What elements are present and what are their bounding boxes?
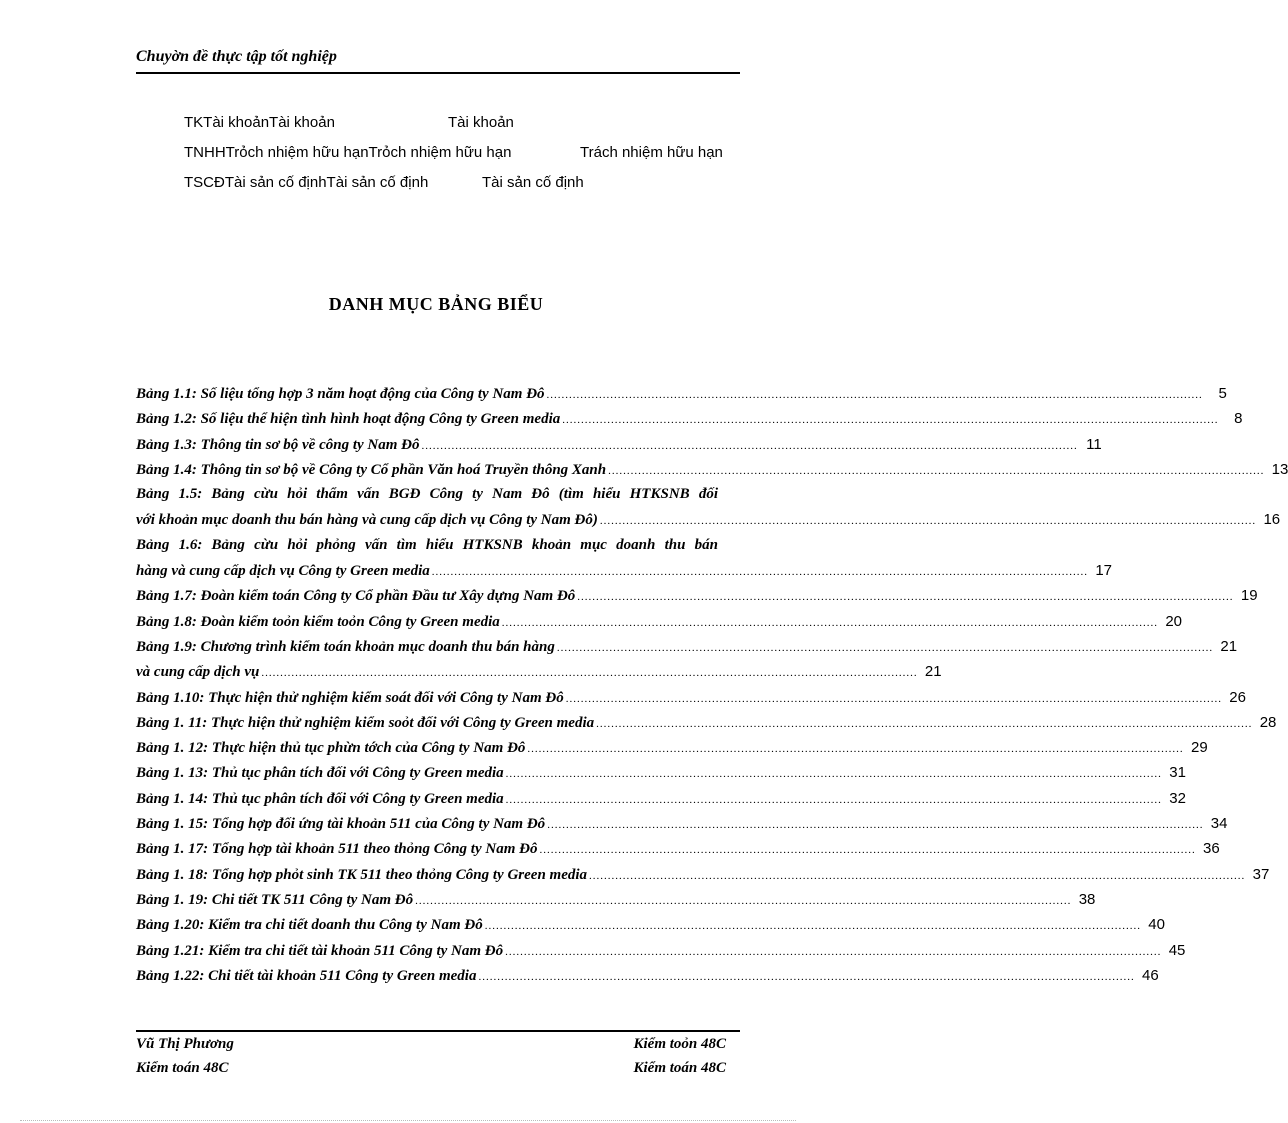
toc-item-page: 17 bbox=[1095, 562, 1113, 580]
toc-leader bbox=[432, 566, 1088, 578]
toc-item[interactable] bbox=[136, 511, 1281, 536]
toc-item-text: Bảng 1.4: Thông tin sơ bộ về Công ty Cổ phần Văn hoá Truyền thông Xanh bbox=[136, 461, 607, 478]
toc-leader bbox=[547, 389, 1203, 401]
toc-leader bbox=[566, 693, 1222, 705]
toc-leader bbox=[596, 718, 1252, 730]
toc-item-text: Bảng 1.10: Thực hiện thử nghiệm kiểm soát đối với Công ty Nam Đô bbox=[136, 689, 564, 706]
toc-item[interactable] bbox=[136, 789, 1186, 815]
toc-item[interactable] bbox=[136, 460, 1288, 486]
toc-item-page: 21 bbox=[1220, 637, 1238, 655]
toc-item[interactable] bbox=[136, 486, 740, 511]
toc-leader bbox=[562, 414, 1218, 426]
toc-item[interactable] bbox=[136, 713, 1277, 739]
toc-item-text: Bảng 1.8: Đoàn kiểm toỏn kiểm toỏn Công ty Green media bbox=[136, 613, 500, 630]
toc-item[interactable] bbox=[136, 410, 1243, 435]
abbreviation-row bbox=[184, 114, 744, 144]
toc-item[interactable] bbox=[136, 815, 1228, 840]
toc-item[interactable] bbox=[136, 537, 740, 562]
footer-row bbox=[136, 1032, 740, 1056]
toc-item-text: và cung cấp dịch vụ bbox=[136, 664, 260, 681]
toc-item-page: 34 bbox=[1210, 815, 1228, 833]
toc-item[interactable] bbox=[136, 941, 1186, 967]
abbreviation-row bbox=[184, 174, 744, 204]
toc-item-page: 40 bbox=[1148, 916, 1165, 934]
toc-item-text: Bảng 1.3: Thông tin sơ bộ về công ty Nam Đô bbox=[136, 436, 420, 453]
toc-leader bbox=[506, 794, 1162, 806]
toc-item-page: 8 bbox=[1234, 410, 1243, 428]
page-header bbox=[136, 48, 740, 74]
toc-item-text: Bảng 1. 19: Chi tiết TK 511 Công ty Nam Đô bbox=[136, 891, 414, 908]
toc-item-page: 46 bbox=[1142, 966, 1159, 984]
toc-leader bbox=[415, 895, 1071, 907]
toc-item[interactable] bbox=[136, 385, 1227, 410]
toc-leader bbox=[421, 440, 1077, 452]
abbreviation-meaning: Tài khoản bbox=[448, 114, 514, 131]
toc-item[interactable] bbox=[136, 688, 1246, 714]
abbreviation-code: TNHHTrỏch nhiệm hữu hạnTrỏch nhiệm hữu hạn bbox=[184, 144, 512, 161]
abbreviation-code: TSCĐTài sản cố địnhTài sản cố định bbox=[184, 174, 429, 191]
toc-item[interactable] bbox=[136, 916, 1165, 941]
toc-item-text: Bảng 1. 18: Tổng hợp phỏt sinh TK 511 theo thỏng Công ty Green media bbox=[136, 866, 588, 883]
toc-item-page: 37 bbox=[1252, 865, 1270, 883]
toc-item-text: Bảng 1. 15: Tổng hợp đối ứng tài khoản 511 của Công ty Nam Đô bbox=[136, 816, 546, 833]
toc-item-text: Bảng 1.9: Chương trình kiểm toán khoản mục doanh thu bán hàng bbox=[136, 638, 555, 655]
section-title: DANH MỤC BẢNG BIỂU bbox=[328, 294, 544, 314]
toc-item-text: Bảng 1.5: Bảng cừu hỏi thẩm vấn BGĐ Công ty Nam Đô (tìm hiểu HTKSNB đối bbox=[136, 486, 718, 503]
toc-item-page: 29 bbox=[1190, 739, 1208, 757]
toc-item-page: 11 bbox=[1086, 435, 1102, 453]
toc-leader bbox=[608, 465, 1264, 477]
toc-item-text: Bảng 1.7: Đoàn kiểm toán Công ty Cổ phần Đầu tư Xây dựng Nam Đô bbox=[136, 588, 576, 605]
toc-item-page: 26 bbox=[1229, 688, 1246, 706]
toc-item[interactable] bbox=[136, 764, 1186, 789]
toc-item-page: 20 bbox=[1165, 612, 1183, 630]
toc-item-text: Bảng 1.2: Số liệu thể hiện tình hình hoạt động Công ty Green media bbox=[136, 411, 561, 428]
toc-leader bbox=[589, 870, 1245, 882]
footer-author: Vũ Thị Phương bbox=[136, 1036, 234, 1052]
toc-item-text: Bảng 1. 13: Thủ tục phân tích đối với Công ty Green media bbox=[136, 765, 504, 782]
toc-item-text: Bảng 1.6: Bảng cừu hỏi phỏng vấn tìm hiểu HTKSNB khoản mục doanh thu bán bbox=[136, 536, 718, 553]
abbreviation-list bbox=[184, 114, 744, 204]
abbreviation-row bbox=[184, 144, 744, 174]
toc-leader bbox=[505, 946, 1161, 958]
toc-leader bbox=[527, 743, 1183, 755]
toc-item[interactable] bbox=[136, 637, 1238, 663]
toc-item-page: 36 bbox=[1203, 840, 1220, 858]
toc-item[interactable] bbox=[136, 663, 942, 688]
toc-item-text: Bảng 1. 12: Thực hiện thủ tục phừn tớch của Công ty Nam Đô bbox=[136, 740, 526, 757]
toc-item[interactable] bbox=[136, 739, 1208, 764]
footer-class: Kiểm toỏn 48C bbox=[633, 1036, 726, 1052]
toc-item-text: Bảng 1. 14: Thủ tục phân tích đối với Công ty Green media bbox=[136, 790, 504, 807]
toc-item-page: 5 bbox=[1218, 385, 1227, 402]
toc-leader bbox=[478, 971, 1134, 983]
toc-item-text: với khoản mục doanh thu bán hàng và cung cấp dịch vụ Công ty Nam Đô) bbox=[136, 512, 598, 529]
toc-item-page: 28 bbox=[1259, 713, 1277, 731]
toc-item[interactable] bbox=[136, 435, 1102, 461]
toc-item-page: 38 bbox=[1078, 890, 1096, 908]
toc-item-page: 32 bbox=[1169, 789, 1186, 807]
toc-item[interactable] bbox=[136, 966, 1159, 992]
footer-class: Kiểm toán 48C bbox=[136, 1060, 229, 1076]
toc-item-page: 13 bbox=[1271, 460, 1288, 478]
page-footer bbox=[136, 1030, 740, 1080]
toc-item-text: hàng và cung cấp dịch vụ Công ty Green media bbox=[136, 563, 430, 580]
footer-row bbox=[136, 1056, 740, 1080]
toc-item-text: Bảng 1.1: Số liệu tổng hợp 3 năm hoạt động của Công ty Nam Đô bbox=[136, 386, 545, 402]
toc-leader bbox=[600, 515, 1256, 527]
toc-item-page: 19 bbox=[1240, 587, 1258, 605]
toc-item-text: Bảng 1. 11: Thực hiện thử nghiệm kiểm soỏt đối với Công ty Green media bbox=[136, 714, 595, 731]
page-bottom-divider bbox=[20, 1120, 796, 1121]
toc-item[interactable] bbox=[136, 562, 1113, 587]
toc-item[interactable] bbox=[136, 587, 1258, 612]
toc-item-page: 45 bbox=[1168, 941, 1186, 959]
toc-leader bbox=[547, 819, 1203, 831]
footer-class: Kiểm toán 48C bbox=[633, 1060, 726, 1076]
toc-item-page: 21 bbox=[924, 663, 942, 681]
abbreviation-code: TKTài khoảnTài khoản bbox=[184, 114, 335, 131]
toc-leader bbox=[557, 642, 1213, 654]
abbreviation-meaning: Trách nhiệm hữu hạn bbox=[580, 144, 723, 161]
toc-leader bbox=[502, 617, 1158, 629]
table-of-contents bbox=[136, 385, 1288, 992]
toc-item[interactable] bbox=[136, 890, 1096, 916]
toc-item-page: 31 bbox=[1169, 764, 1186, 782]
toc-item-page: 16 bbox=[1263, 511, 1281, 529]
abbreviation-meaning: Tài sản cố định bbox=[482, 174, 584, 191]
toc-leader bbox=[577, 591, 1233, 603]
toc-item[interactable] bbox=[136, 840, 1220, 865]
toc-leader bbox=[539, 844, 1195, 856]
toc-item-text: Bảng 1.20: Kiểm tra chi tiết doanh thu Công ty Nam Đô bbox=[136, 917, 483, 934]
toc-item-text: Bảng 1.22: Chi tiết tài khoản 511 Công ty Green media bbox=[136, 967, 477, 984]
toc-item[interactable] bbox=[136, 612, 1183, 638]
toc-leader bbox=[261, 667, 917, 679]
header-title: Chuyờn đề thực tập tốt nghiệp bbox=[136, 48, 337, 65]
toc-leader bbox=[506, 768, 1162, 780]
toc-leader bbox=[485, 920, 1141, 932]
toc-item-text: Bảng 1. 17: Tổng hợp tài khoản 511 theo thỏng Công ty Nam Đô bbox=[136, 841, 538, 858]
toc-item-text: Bảng 1.21: Kiểm tra chi tiết tài khoản 511 Công ty Nam Đô bbox=[136, 942, 504, 959]
toc-item[interactable] bbox=[136, 865, 1270, 891]
